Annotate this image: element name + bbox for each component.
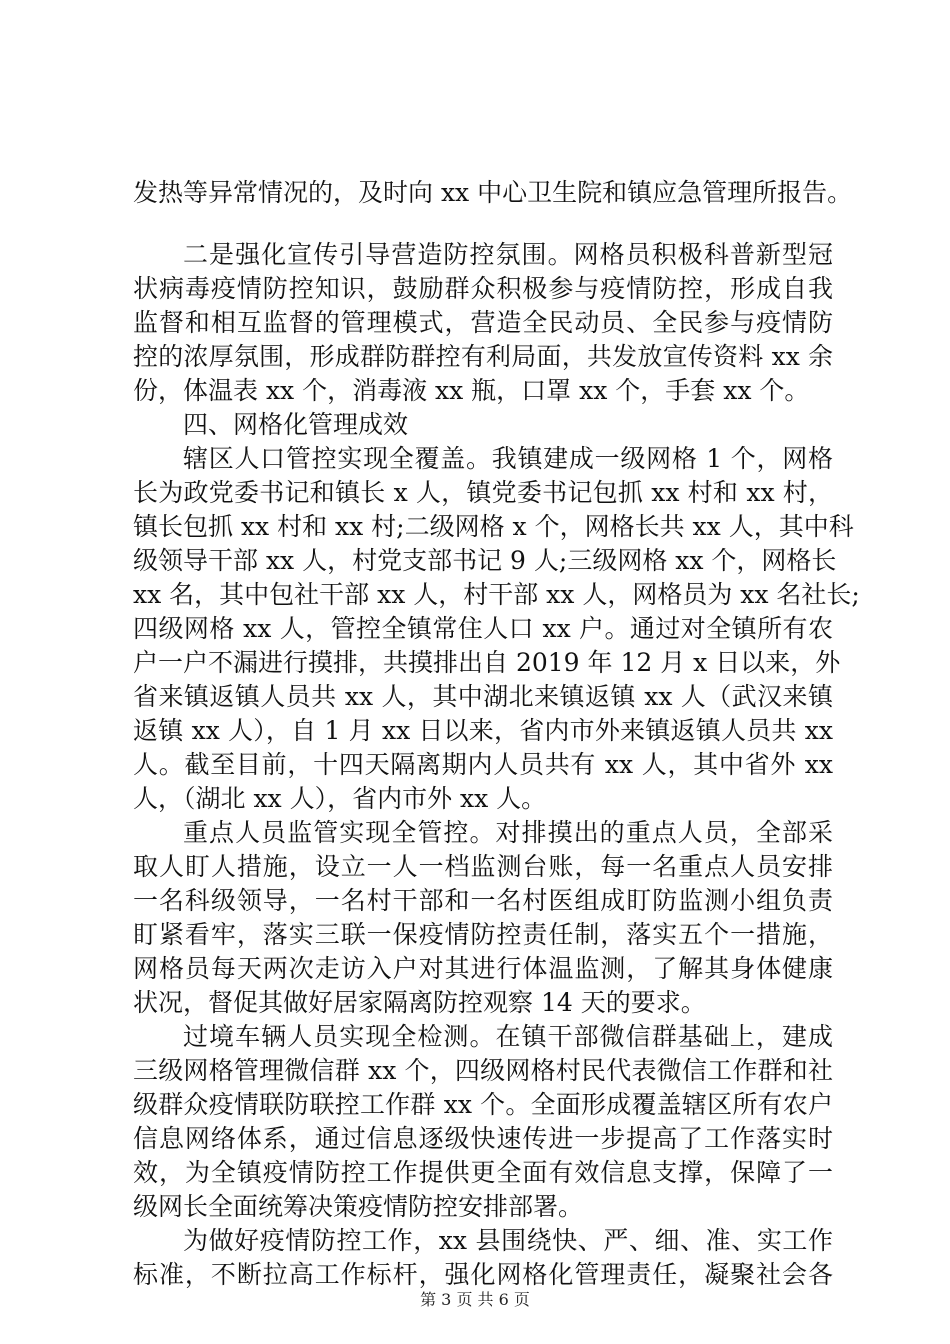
paragraph-line: 辖区人口管控实现全覆盖。我镇建成一级网格 1 个，网格 — [183, 444, 833, 473]
paragraph-line: 取人盯人措施，设立一人一档监测台账，每一名重点人员安排 — [133, 852, 833, 881]
paragraph-line: 过境车辆人员实现全检测。在镇干部微信群基础上，建成 — [183, 1022, 833, 1051]
paragraph-line: 级网长全面统筹决策疫情防控安排部署。 — [133, 1192, 584, 1221]
paragraph-line: 状况，督促其做好居家隔离防控观察 14 天的要求。 — [133, 988, 706, 1017]
paragraph-line: 省来镇返镇人员共 xx 人，其中湖北来镇返镇 xx 人（武汉来镇 — [133, 682, 833, 711]
paragraph-line: 二是强化宣传引导营造防控氛围。网格员积极科普新型冠 — [183, 240, 833, 269]
paragraph-line: 网格员每天两次走访入户对其进行体温监测，了解其身体健康 — [133, 954, 833, 983]
paragraph-line: 控的浓厚氛围，形成群防群控有利局面，共发放宣传资料 xx 余 — [133, 342, 833, 371]
paragraph-line: 监督和相互监督的管理模式，营造全民动员、全民参与疫情防 — [133, 308, 833, 337]
paragraph-line: 份，体温表 xx 个，消毒液 xx 瓶，口罩 xx 个，手套 xx 个。 — [133, 376, 810, 405]
page-number-footer: 第 3 页 共 6 页 — [420, 1290, 530, 1309]
paragraph-line: 级领导干部 xx 人，村党支部书记 9 人;三级网格 xx 个，网格长 — [133, 546, 837, 575]
paragraph-line: 状病毒疫情防控知识，鼓励群众积极参与疫情防控，形成自我 — [133, 274, 833, 303]
paragraph-line: xx 名，其中包社干部 xx 人，村干部 xx 人，网格员为 xx 名社长; — [133, 580, 860, 609]
paragraph-line: 四级网格 xx 人，管控全镇常住人口 xx 户。通过对全镇所有农 — [133, 614, 833, 643]
paragraph-line: 为做好疫情防控工作，xx 县围绕快、严、细、准、实工作 — [183, 1226, 833, 1255]
paragraph-line: 人。截至目前，十四天隔离期内人员共有 xx 人，其中省外 xx — [133, 750, 833, 779]
paragraph-line: 一名科级领导，一名村干部和一名村医组成盯防监测小组负责 — [133, 886, 833, 915]
paragraph-line: 镇长包抓 xx 村和 xx 村;二级网格 x 个，网格长共 xx 人，其中科 — [133, 512, 854, 541]
paragraph-line: 户一户不漏进行摸排，共摸排出自 2019 年 12 月 x 日以来，外 — [133, 648, 841, 677]
paragraph-line: 信息网络体系，通过信息逐级快速传进一步提高了工作落实时 — [133, 1124, 833, 1153]
paragraph-line: 三级网格管理微信群 xx 个，四级网格村民代表微信工作群和社 — [133, 1056, 833, 1085]
paragraph-line: 返镇 xx 人），自 1 月 xx 日以来，省内市外来镇返镇人员共 xx — [133, 716, 833, 745]
paragraph-line: 标准，不断拉高工作标杆，强化网格化管理责任，凝聚社会各 — [133, 1260, 833, 1289]
paragraph-line: 级群众疫情联防联控工作群 xx 个。全面形成覆盖辖区所有农户 — [133, 1090, 833, 1119]
section-heading: 四、网格化管理成效 — [183, 410, 409, 439]
paragraph-line: 重点人员监管实现全管控。对排摸出的重点人员，全部采 — [183, 818, 833, 847]
paragraph-line: 盯紧看牢，落实三联一保疫情防控责任制，落实五个一措施， — [133, 920, 833, 949]
paragraph-line: 人，（湖北 xx 人），省内市外 xx 人。 — [133, 784, 547, 813]
paragraph-line: 发热等异常情况的，及时向 xx 中心卫生院和镇应急管理所报告。 — [133, 178, 853, 207]
paragraph-line: 长为政党委书记和镇长 x 人，镇党委书记包抓 xx 村和 xx 村， — [133, 478, 833, 507]
paragraph-line: 效，为全镇疫情防控工作提供更全面有效信息支撑，保障了一 — [133, 1158, 833, 1187]
